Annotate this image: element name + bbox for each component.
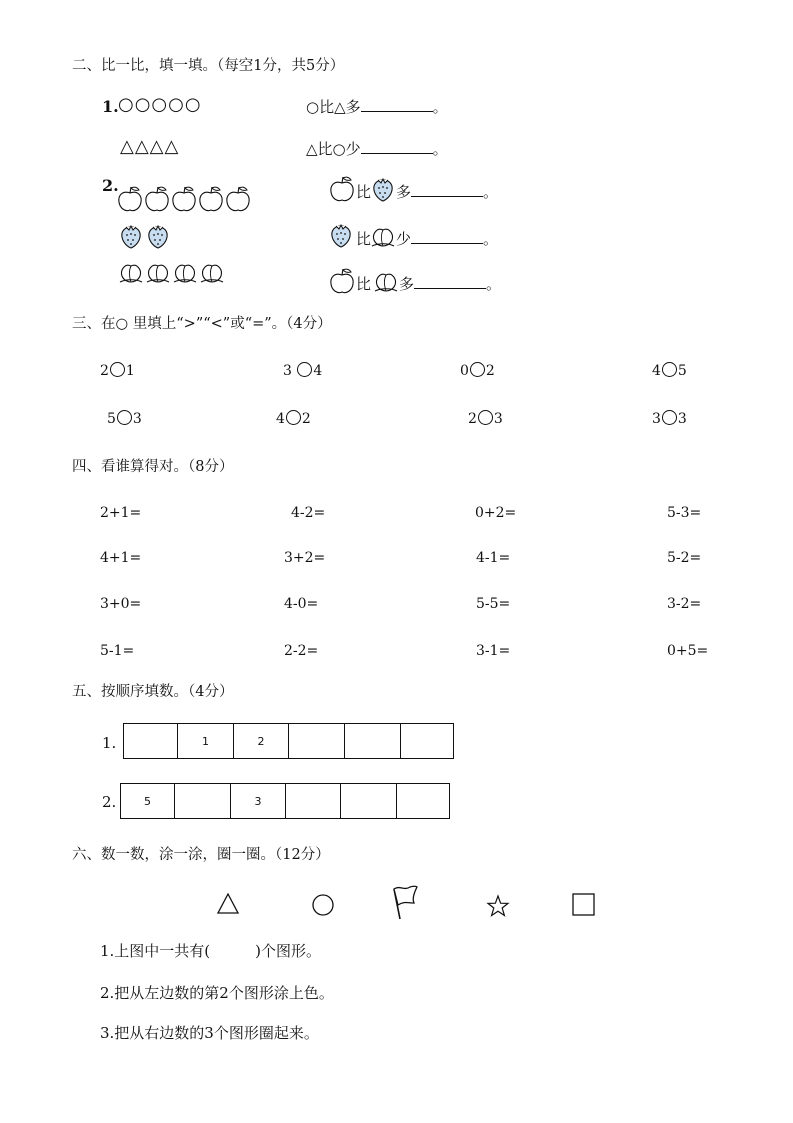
equation: 0+5=	[667, 643, 709, 659]
q2b-shao: 少	[396, 230, 412, 248]
compare-item	[276, 410, 311, 427]
q2a-blank[interactable]	[411, 181, 483, 197]
equation: 4+1=	[100, 550, 142, 566]
equation: 5-5=	[476, 596, 511, 612]
strawberry-icon	[149, 226, 167, 248]
strawberries-row	[120, 224, 176, 252]
answer-circle[interactable]	[478, 410, 493, 425]
q2a-bi: 比	[356, 183, 372, 201]
q2c-bi: 比	[356, 275, 372, 293]
equation: 4-0=	[284, 596, 319, 612]
equation: 5-3=	[667, 505, 702, 521]
q2b-period: 。	[483, 230, 499, 248]
q1a-line	[306, 96, 448, 117]
q2a-line	[396, 181, 498, 202]
q2b-blank[interactable]	[411, 228, 483, 244]
compare-left: 2	[100, 363, 109, 379]
compare-left: 3	[283, 363, 297, 379]
equation: 0+2=	[475, 505, 517, 521]
compare-item	[107, 410, 142, 427]
q2a-duo: 多	[396, 183, 412, 201]
answer-circle[interactable]	[662, 362, 677, 377]
q1a-text: ○比△多	[306, 98, 361, 116]
compare-right: 2	[301, 411, 311, 427]
equation: 3+2=	[284, 550, 326, 566]
q2a-period: 。	[483, 183, 499, 201]
sequence-cell[interactable]	[397, 784, 450, 819]
compare-left: 5	[107, 411, 116, 427]
compare-right: 2	[485, 363, 495, 379]
sequence-table-1	[123, 723, 454, 759]
equation: 2-2=	[284, 643, 319, 659]
q1a-period: 。	[432, 98, 448, 116]
q1b-blank[interactable]	[361, 138, 433, 154]
apple-icon	[146, 187, 168, 211]
compare-left: 3	[652, 411, 661, 427]
q2c-duo: 多	[399, 275, 415, 293]
square-icon	[571, 892, 597, 918]
section-6-title: 六、数一数，涂一涂，圈一圈。（12分）	[72, 847, 330, 863]
answer-circle[interactable]	[117, 410, 132, 425]
answer-circle[interactable]	[286, 410, 301, 425]
equation: 2+1=	[100, 505, 142, 521]
q2b-line	[396, 228, 498, 249]
compare-left: 0	[460, 363, 469, 379]
answer-circle[interactable]	[297, 362, 312, 377]
equation: 3+0=	[100, 596, 142, 612]
compare-right: 3	[677, 411, 687, 427]
strawberry-icon	[122, 226, 140, 248]
sequence-cell[interactable]	[401, 724, 454, 759]
compare-left: 4	[276, 411, 285, 427]
q1a-blank[interactable]	[361, 96, 433, 112]
answer-circle[interactable]	[662, 410, 677, 425]
compare-item	[468, 410, 503, 427]
apple-icon	[119, 187, 141, 211]
apple-icon	[173, 187, 195, 211]
circles-row: ○○○○○	[118, 94, 202, 115]
compare-item	[652, 410, 687, 427]
sequence-cell[interactable]	[175, 784, 231, 819]
compare-left: 4	[652, 363, 661, 379]
equation: 3-2=	[667, 596, 702, 612]
peach-icon	[120, 265, 142, 282]
triangles-row: △△△△	[120, 136, 180, 157]
compare-item	[283, 362, 322, 379]
q2-number: 2.	[102, 176, 119, 195]
peach-icon	[174, 265, 196, 282]
triangle-icon	[216, 892, 240, 916]
apples-row	[118, 186, 263, 216]
apple-icon	[330, 176, 356, 204]
seq1-label: 1.	[102, 734, 117, 752]
peach-icon	[201, 265, 223, 282]
peaches-row	[120, 262, 230, 288]
strawberry-icon	[372, 177, 396, 205]
flag-icon	[390, 883, 420, 923]
peach-icon	[375, 271, 399, 295]
q2c-line	[399, 273, 501, 294]
q2b-bi: 比	[356, 230, 372, 248]
section-4-title: 四、看谁算得对。（8分）	[72, 459, 234, 475]
s6-q3: 3.把从右边数的3个图形圈起来。	[100, 1024, 319, 1042]
q1b-text: △比○少	[306, 140, 361, 158]
compare-right: 5	[677, 363, 687, 379]
compare-right: 4	[313, 363, 323, 379]
star-icon	[486, 894, 510, 918]
strawberry-icon	[330, 223, 354, 251]
sequence-cell[interactable]: 5	[121, 784, 175, 819]
compare-item	[652, 362, 687, 379]
sequence-cell[interactable]	[286, 784, 341, 819]
apple-icon	[227, 187, 249, 211]
q1-number: 1.	[102, 97, 119, 116]
answer-circle[interactable]	[110, 362, 125, 377]
s6-q2: 2.把从左边数的第2个图形涂上色。	[100, 984, 334, 1002]
peach-icon	[372, 226, 396, 250]
circle-icon	[311, 893, 335, 917]
compare-item	[460, 362, 495, 379]
sequence-table-2	[120, 783, 450, 819]
q2c-period: 。	[486, 275, 502, 293]
sequence-cell[interactable]: 3	[231, 784, 286, 819]
equation: 5-2=	[667, 550, 702, 566]
compare-item	[100, 362, 135, 379]
sequence-cell[interactable]	[345, 724, 401, 759]
section-5-title: 五、按顺序填数。（4分）	[72, 684, 234, 700]
compare-left: 2	[468, 411, 477, 427]
peach-icon	[147, 265, 169, 282]
equation: 5-1=	[100, 643, 135, 659]
compare-right: 3	[493, 411, 503, 427]
section-2-title: 二、比一比，填一填。（每空1分，共5分）	[72, 58, 345, 74]
apple-icon	[330, 268, 356, 296]
section-3-title: 三、在○ 里填上“>”“<”或“=”。（4分）	[72, 316, 332, 332]
sequence-cell[interactable]	[341, 784, 397, 819]
equation: 4-1=	[476, 550, 511, 566]
compare-right: 3	[132, 411, 142, 427]
sequence-cell[interactable]	[124, 724, 178, 759]
sequence-cell[interactable]: 2	[234, 724, 289, 759]
s6-q1: 1.上图中一共有( )个图形。	[100, 942, 322, 960]
compare-right: 1	[125, 363, 135, 379]
q1b-line	[306, 138, 448, 159]
equation: 4-2=	[291, 505, 326, 521]
apple-icon	[200, 187, 222, 211]
q1b-period: 。	[432, 140, 448, 158]
seq2-label: 2.	[102, 793, 117, 811]
q2c-blank[interactable]	[414, 273, 486, 289]
equation: 3-1=	[476, 643, 511, 659]
sequence-cell[interactable]	[289, 724, 345, 759]
answer-circle[interactable]	[470, 362, 485, 377]
sequence-cell[interactable]: 1	[178, 724, 234, 759]
